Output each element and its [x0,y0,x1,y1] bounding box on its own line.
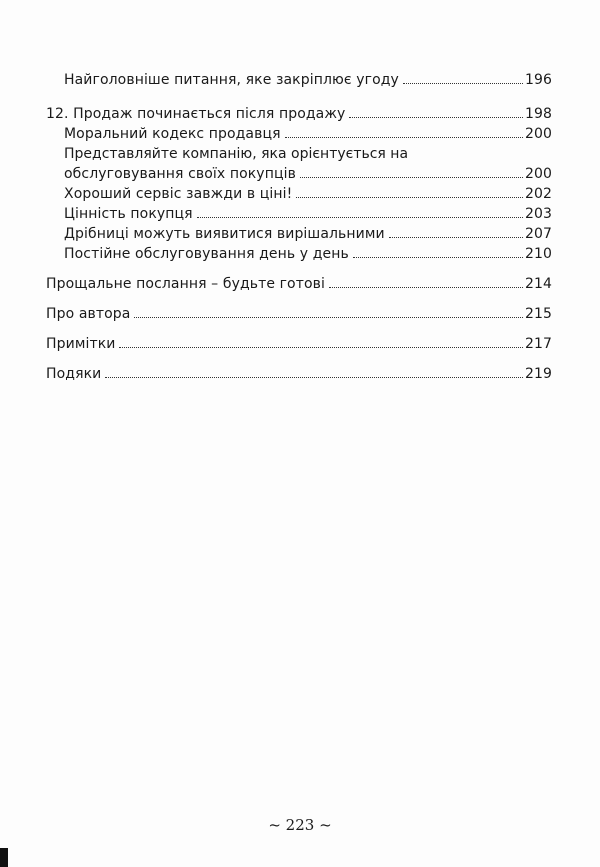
page-number: ~ 223 ~ [268,816,332,834]
toc-entry-title: Найголовніше питання, яке закріплює угоду [64,72,399,88]
dot-leader [285,136,523,138]
toc-chapter-entry [46,274,552,294]
dot-leader [197,216,523,218]
scan-edge-mark [0,848,8,867]
dot-leader [300,176,523,178]
dot-leader [403,82,523,84]
toc-entry-page: 202 [524,186,552,202]
toc-entry-page: 207 [524,226,552,242]
dot-leader [389,236,523,238]
table-of-contents [46,70,552,384]
toc-entry-page: 198 [524,106,552,122]
dot-leader [353,256,523,258]
toc-entry-page: 219 [524,366,552,382]
toc-entry-title: Дрібниці можуть виявитися вирішальними [64,226,385,242]
toc-entry-page: 215 [524,306,552,322]
toc-entry-title: Прощальне послання – будьте готові [46,276,325,292]
toc-entry-title: Про автора [46,306,131,322]
toc-entry-page: 214 [524,276,552,292]
toc-entry-page: 210 [524,246,552,262]
toc-entry-title: Цінність покупця [64,206,193,222]
toc-entry [64,184,552,204]
toc-chapter-entry [46,334,552,354]
toc-entry [64,224,552,244]
toc-entry-title-line1: Представляйте компанію, яка орієнтується на [64,146,409,162]
dot-leader [329,286,523,288]
toc-entry-title: Примітки [46,336,116,352]
toc-chapter-entry [46,304,552,324]
toc-entry [64,164,552,184]
toc-entry-title: Моральний кодекс продавця [64,126,281,142]
dot-leader [296,196,523,198]
toc-entry-page: 203 [524,206,552,222]
toc-entry-title: Постійне обслуговування день у день [64,246,349,262]
toc-entry-title: 12. Продаж починається після продажу [46,106,346,122]
toc-entry-page: 196 [524,72,552,88]
toc-chapter-entry [46,364,552,384]
toc-entry-page: 200 [524,166,552,182]
toc-entry-page: 217 [524,336,552,352]
toc-entry [64,244,552,264]
toc-entry [64,70,552,90]
toc-entry-title: обслуговування своїх покупців [64,166,296,182]
toc-entry [64,124,552,144]
dot-leader [105,376,523,378]
dot-leader [119,346,522,348]
toc-entry-title: Подяки [46,366,102,382]
toc-entry [64,204,552,224]
toc-entry-title: Хороший сервіс завжди в ціні! [64,186,293,202]
toc-entry-page: 200 [524,126,552,142]
toc-chapter-entry [46,104,552,124]
dot-leader [134,316,523,318]
dot-leader [349,116,523,118]
